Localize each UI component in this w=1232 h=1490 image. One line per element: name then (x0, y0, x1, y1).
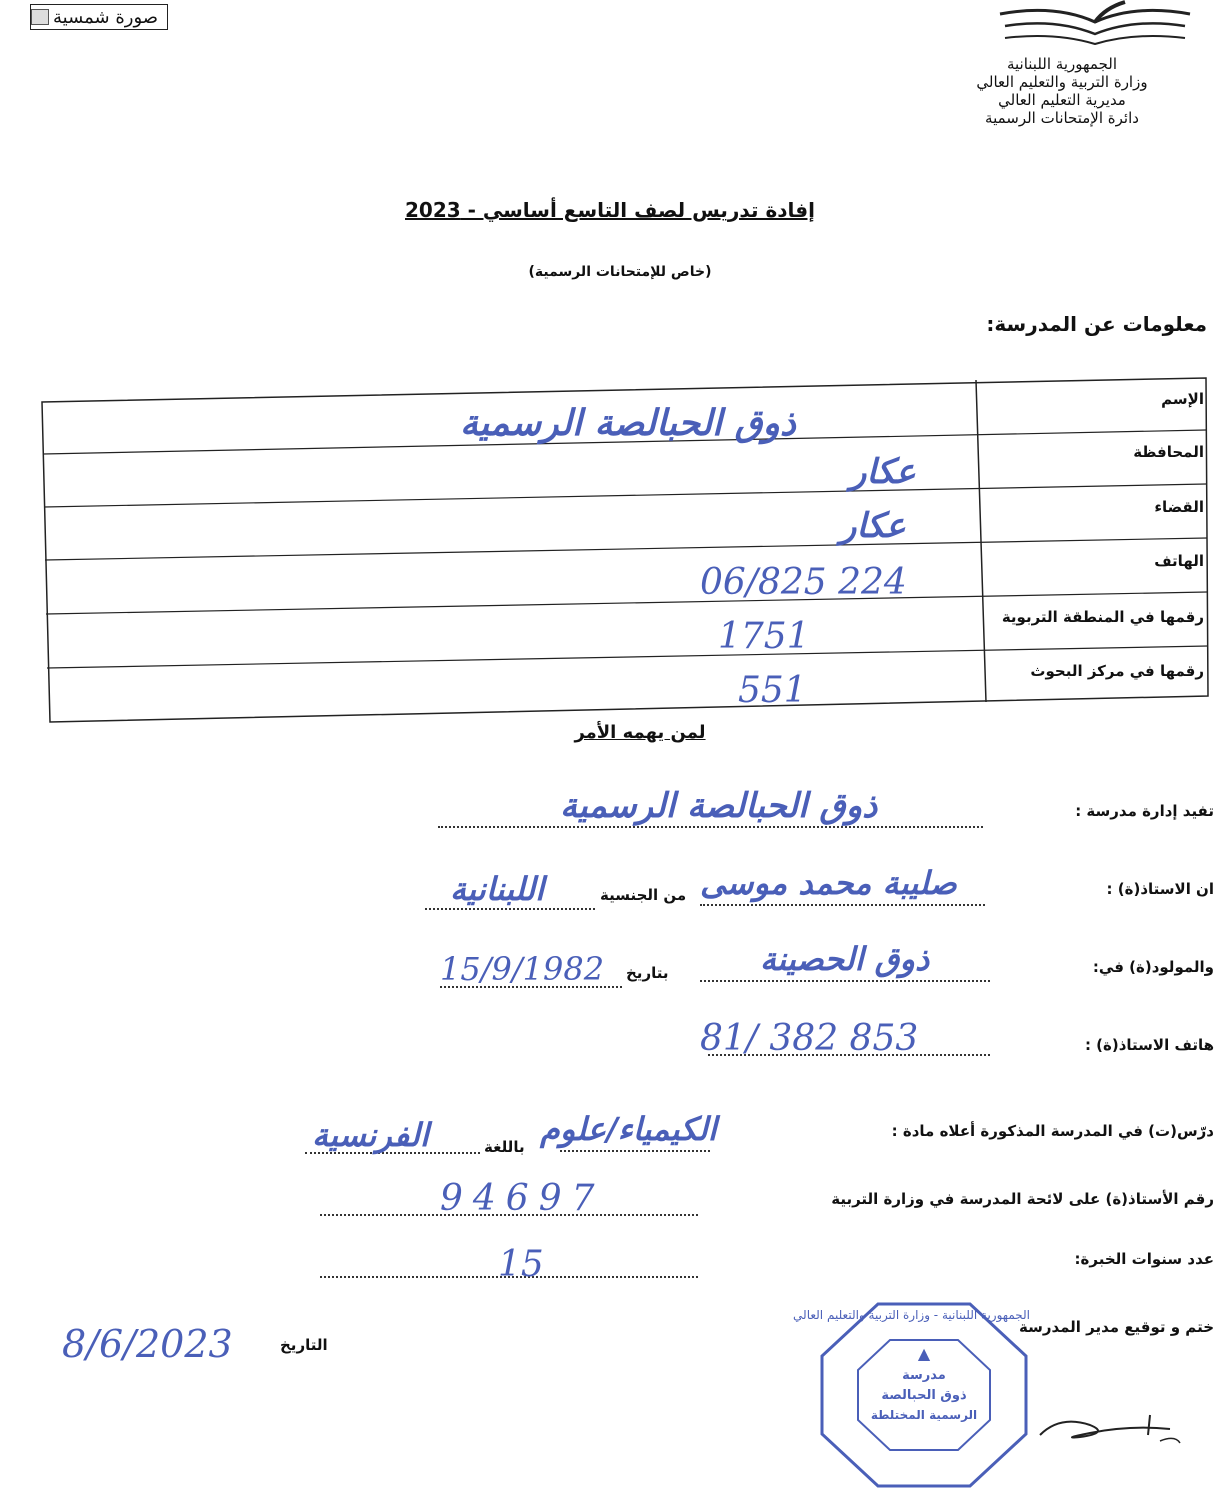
stamp-line-1: مدرسة (902, 1368, 946, 1383)
header-line: دائرة الإمتحانات الرسمية (985, 109, 1139, 127)
page-title: إفادة تدريس لصف التاسع أساسي - 2023 (405, 198, 815, 222)
stamp-outer-text: الجمهورية اللبنانية - وزارة التربية والتعليم العالي (793, 1308, 1030, 1322)
ministry-number-value: 94697 (440, 1178, 605, 1219)
table-value-research-number: 551 (738, 670, 807, 711)
header-line: مديرية التعليم العالي (998, 91, 1126, 109)
date-value: 8/6/2023 (62, 1322, 233, 1366)
table-label-research-number: رقمها في مركز البحوث (1030, 662, 1204, 680)
teacher-phone-value: 81/ 382 853 (700, 1018, 919, 1059)
table-label-phone: الهاتف (1154, 552, 1204, 570)
table-label-district: القضاء (1154, 498, 1204, 516)
date-label: التاريخ (280, 1336, 328, 1354)
language-value: الفرنسية (312, 1116, 429, 1154)
born-label: والمولود(ة) في: (1092, 958, 1214, 976)
taught-label: درّس(ت) في المدرسة المذكورة أعلاه مادة : (891, 1122, 1214, 1140)
born-date-value: 15/9/1982 (440, 950, 605, 988)
stamp-line-3: الرسمية المختلطة (870, 1408, 978, 1422)
header-block (932, 55, 1192, 127)
table-label-governorate: المحافظة (1133, 443, 1204, 461)
school-admin-label: تفيد إدارة مدرسة : (1075, 802, 1214, 820)
table-value-name: ذوق الحبالصة الرسمية (460, 402, 796, 444)
signature-scribble (1030, 1405, 1200, 1465)
open-book-logo (995, 0, 1195, 50)
born-place-value: ذوق الحصينة (760, 940, 930, 978)
language-label: باللغة (484, 1138, 525, 1156)
cedar-icon: ▲ (917, 1344, 931, 1363)
school-stamp (793, 1300, 1030, 1490)
table-value-district: عكار (840, 506, 906, 546)
photo-box-label: صورة شمسية (53, 6, 159, 28)
photo-box (30, 4, 168, 30)
teacher-phone-label: هاتف الاستاذ(ة) : (1084, 1036, 1214, 1054)
experience-label: عدد سنوات الخبرة: (1074, 1250, 1214, 1268)
header-line: الجمهورية اللبنانية (1006, 55, 1118, 73)
nationality-label: من الجنسية (600, 886, 687, 904)
ministry-number-label: رقم الأستاذ(ة) على لائحة المدرسة في وزارة التربية (831, 1190, 1214, 1208)
nationality-value: اللبنانية (450, 870, 545, 908)
page-subtitle: (خاص للإمتحانات الرسمية) (528, 264, 712, 280)
signature-label: ختم و توقيع مدير المدرسة (1018, 1318, 1214, 1336)
header-line: وزارة التربية والتعليم العالي (976, 73, 1148, 91)
section-heading: معلومات عن المدرسة: (986, 312, 1207, 336)
table-label-region-number: رقمها في المنطقة التربوية (1001, 608, 1204, 626)
table-value-phone: 06/825 224 (700, 562, 907, 603)
school-admin-line (438, 826, 983, 828)
experience-value: 15 (498, 1244, 544, 1285)
born-date-label: بتاريخ (626, 964, 669, 982)
teacher-label: ان الاستاذ(ة) : (1106, 880, 1214, 898)
school-admin-value: ذوق الحبالصة الرسمية (560, 786, 878, 826)
born-place-line (700, 980, 990, 982)
photo-icon (31, 9, 49, 25)
teacher-line (700, 904, 985, 906)
stamp-line-2: ذوق الحبالصة (881, 1388, 967, 1403)
subject-line (560, 1150, 710, 1152)
teacher-value: صليبة محمد موسى (700, 864, 957, 902)
table-label-name: الإسم (1161, 390, 1204, 408)
for-whom-heading: لمن يهمه الأمر (574, 722, 706, 743)
subject-value: الكيمياء/علوم (540, 1110, 717, 1148)
nationality-line (425, 908, 595, 910)
table-value-governorate: عكار (850, 452, 916, 492)
table-value-region-number: 1751 (718, 616, 810, 657)
